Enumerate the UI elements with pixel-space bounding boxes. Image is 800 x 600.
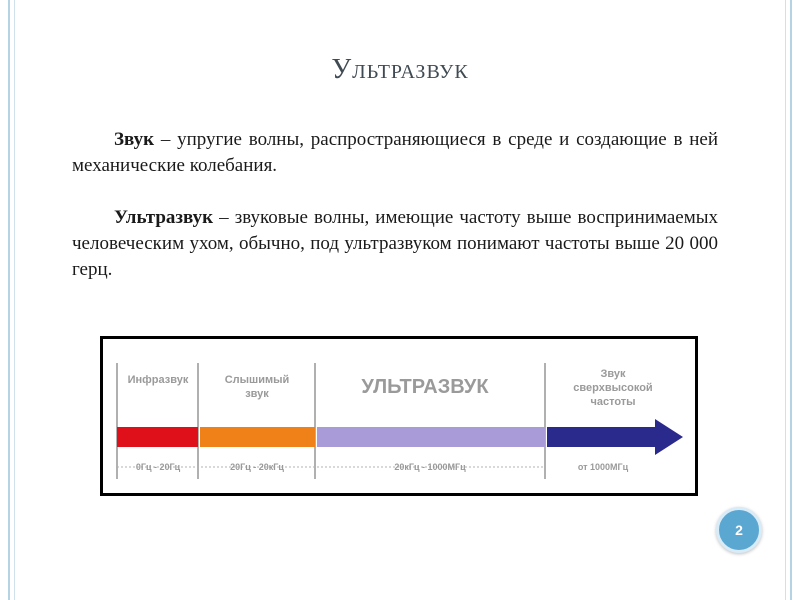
label-infrasound: Инфразвук: [127, 374, 189, 386]
definition-sound: – упругие волны, распространяющиеся в среде и создающие в ней механические колебания.: [72, 129, 718, 176]
slide-frame: [8, 0, 792, 600]
band-infrasound: [117, 427, 198, 447]
spectrum-svg: [103, 339, 695, 493]
term-sound: Звук: [114, 129, 155, 150]
range-audible: 20Гц - 20кГц: [230, 462, 284, 472]
label-audible-2: звук: [245, 388, 269, 400]
page-number-badge: 2: [716, 507, 762, 553]
label-hypersound-1: Звук: [600, 368, 626, 380]
term-ultrasound: Ультразвук: [114, 207, 214, 228]
range-infrasound: 0Гц - 20Гц: [135, 462, 181, 472]
band-hypersound-arrow: [547, 419, 683, 455]
paragraph-sound: [72, 127, 718, 179]
frequency-spectrum-diagram: [100, 336, 698, 496]
paragraph-ultrasound: [72, 205, 718, 283]
label-audible-1: Слышимый: [224, 374, 290, 386]
definition-ultrasound: – звуковые волны, имеющие частоту выше воспринимаемых человеческим ухом, обычно, под ультразвуком понимают частоты выше 20 000 герц.: [72, 207, 718, 280]
label-hypersound-2: сверхвысокой: [573, 382, 653, 394]
band-audible: [200, 427, 315, 447]
label-ultrasound: УЛЬТРАЗВУК: [361, 376, 489, 398]
frame-line-left: [14, 0, 15, 600]
range-hypersound: от 1000МГц: [577, 462, 629, 472]
band-ultrasound: [317, 427, 545, 447]
frame-line-right: [785, 0, 786, 600]
label-hypersound-3: частоты: [590, 396, 636, 408]
range-ultrasound: 20кГц - 1000МГц: [394, 462, 466, 472]
slide-title: Ультразвук: [331, 54, 469, 85]
